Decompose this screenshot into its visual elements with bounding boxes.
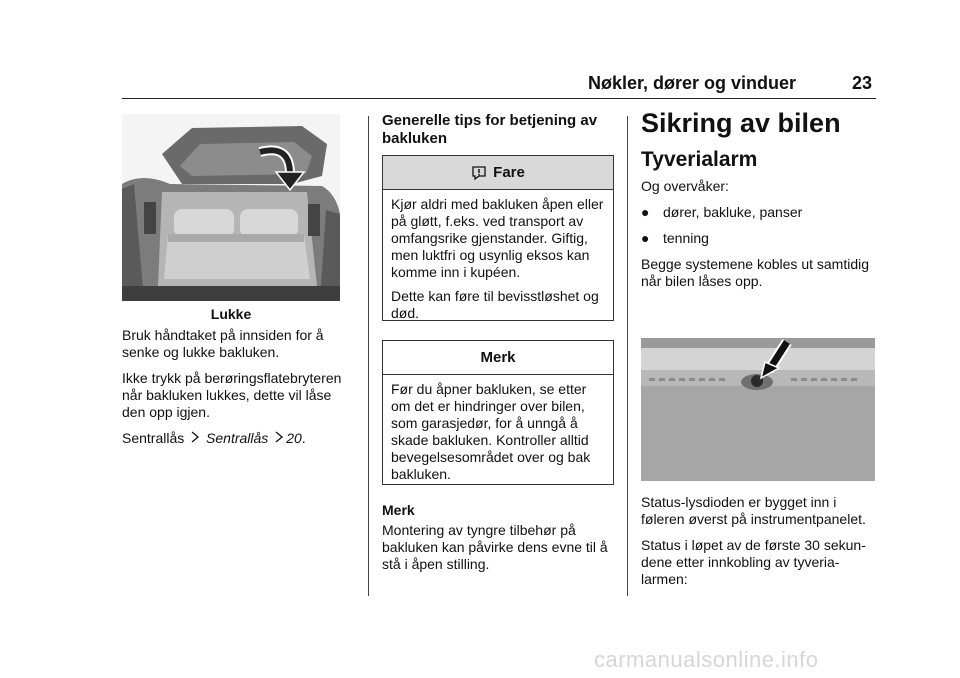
paragraph-led-location: Status-lysdioden er bygget inn i føleren øverst på instrumentpanelet. <box>641 494 866 527</box>
tips-heading-line1: Generelle tips for betjening av <box>382 112 598 129</box>
ref-page-link[interactable]: 20 <box>286 430 302 446</box>
paragraph-unlock: Begge systemene kobles ut samtidig når bilen låses opp. <box>641 256 870 289</box>
danger-box <box>382 155 614 321</box>
note-box-header: Merk <box>383 341 613 375</box>
paragraph-close-instructions: Bruk håndtaket på innsiden for å senke og lukke bakluken. <box>122 327 324 360</box>
bullet-icon: ● <box>641 230 650 246</box>
danger-box-title: Fare <box>493 164 525 181</box>
ref-target-link[interactable]: Sentrallås <box>206 430 269 446</box>
list-item-text: dører, bakluke, panser <box>663 204 803 220</box>
danger-text-1: Kjør aldri med bakluken åpen eller på gløtt, f.eks. ved transport av omfangsrike gjenstander. Giftig, men luktfri og usynlig eksos kan komme inn i kupéen. <box>391 196 604 280</box>
list-item <box>641 230 877 247</box>
danger-text-2: Dette kan føre til bevisstløshet og død. <box>391 288 599 321</box>
subsection-heading: Tyverialarm <box>641 148 758 171</box>
column-divider-1 <box>368 116 369 596</box>
list-item-text: tenning <box>663 230 709 246</box>
intro-text: Og overvåker: <box>641 178 729 194</box>
section-title: Nøkler, dører og vinduer <box>588 73 797 93</box>
note-box <box>382 340 614 485</box>
note-paragraph: Montering av tyngre tilbehør på bakluken kan påvirke dens evne til å stå i åpen stilling. <box>382 522 608 572</box>
page-number: 23 <box>852 73 873 93</box>
note-heading: Merk <box>382 502 415 518</box>
tips-heading-line2: bakluken <box>382 130 448 147</box>
photo-caption: Lukke <box>210 306 252 322</box>
paragraph-status: Status i løpet av de første 30 sekun-dene etter innkobling av tyveria-larmen: <box>641 537 866 587</box>
tips-heading <box>382 112 618 148</box>
dashboard-sensor-photo <box>641 338 875 481</box>
warning-icon <box>471 165 487 181</box>
ref-end: . <box>301 430 306 446</box>
header-rule <box>122 98 876 99</box>
section-heading: Sikring av bilen <box>641 108 841 138</box>
tailgate-photo <box>122 114 340 301</box>
page-ref-icon <box>272 430 286 447</box>
bullet-icon: ● <box>641 204 650 220</box>
ref-label: Sentrallås <box>122 430 185 446</box>
list-item <box>641 204 877 221</box>
note-text: Før du åpner bakluken, se etter om det er hindringer over bilen, som garasjedør, for å unngå å skade bakluken. Kontroller alltid bevegelsesområdet over og bak bakluken. <box>391 381 591 482</box>
paragraph-touch-switch: Ikke trykk på berøringsflatebryteren når bakluken lukkes, dette vil låse den opp igjen. <box>122 370 342 420</box>
watermark: carmanualsonline.info <box>594 647 819 672</box>
column-divider-2 <box>627 116 628 596</box>
page-ref-icon <box>188 430 202 447</box>
cross-reference <box>122 430 354 447</box>
danger-box-header <box>383 156 613 190</box>
